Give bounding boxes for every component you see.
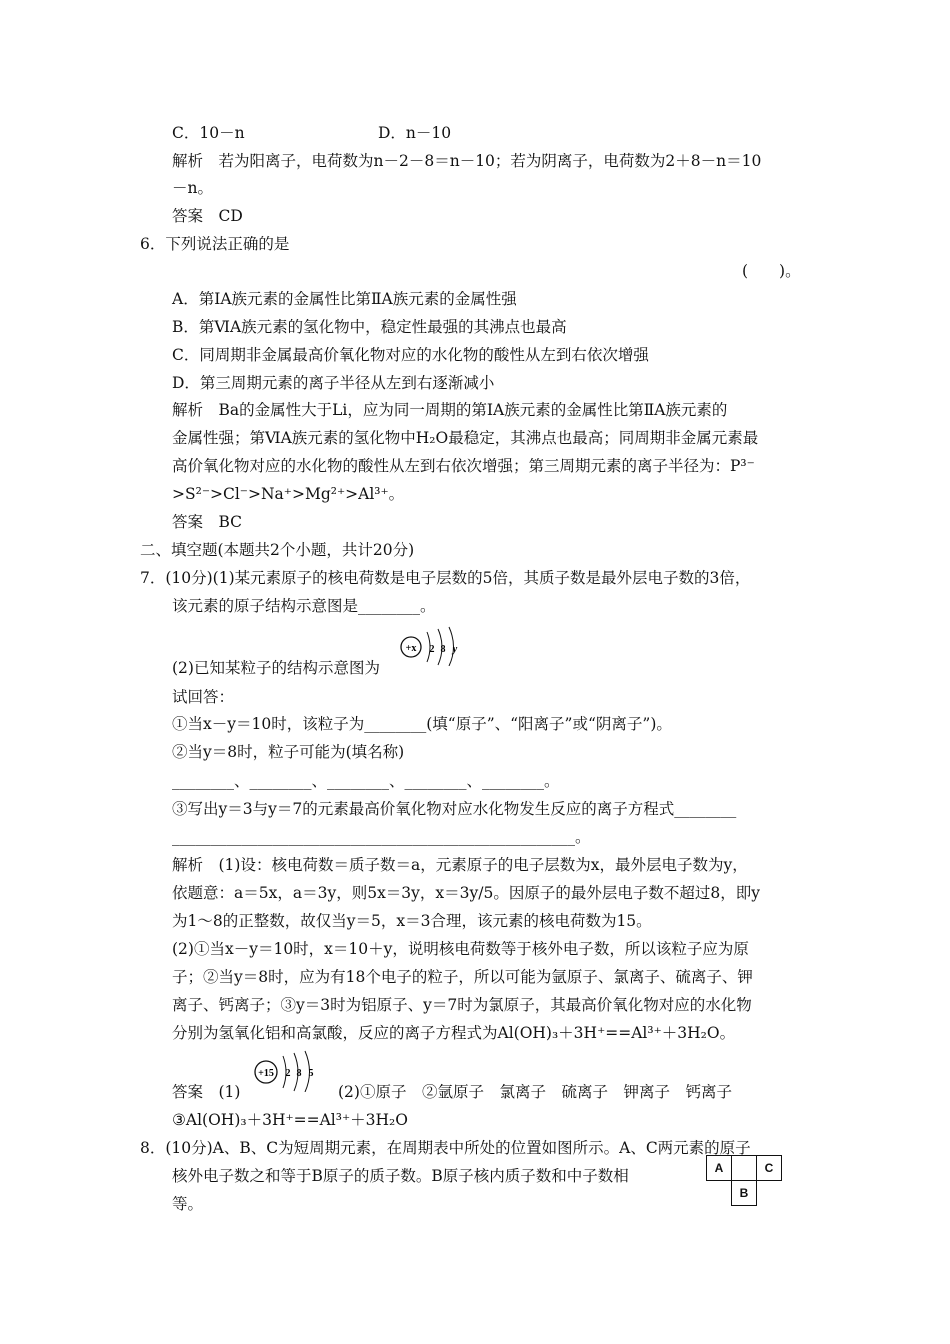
q6-option-d: D．第三周期元素的离子半径从左到右逐渐减小 — [172, 374, 495, 392]
table-cell-a: A — [706, 1155, 732, 1181]
q8-line: 8．(10分)A、B、C为短周期元素，在周期表中所处的位置如图所示。A、C两元素的原子 — [140, 1139, 751, 1157]
table-cell-empty — [731, 1155, 757, 1181]
q7-analysis-line: (2)①当x－y＝10时，x＝10＋y，说明核电荷数等于核外电子数，所以该粒子应为原 — [172, 940, 749, 958]
q6-answer: 答案 BC — [172, 513, 243, 531]
q7-answer-part3: ③Al(OH)₃＋3H⁺==Al³⁺＋3H₂O — [172, 1111, 408, 1129]
q7-line: 7．(10分)(1)某元素原子的核电荷数是电子层数的5倍，其质子数是最外层电子数的3倍， — [140, 569, 751, 587]
q7-analysis-line: 分别为氢氧化铝和高氯酸，反应的离子方程式为Al(OH)₃＋3H⁺==Al³⁺＋3H₂O。 — [172, 1024, 736, 1042]
atom-structure-diagram-15 — [254, 1050, 320, 1092]
q7-analysis-line: 离子、钙离子；③y＝3时为铝原子、y＝7时为氯原子，其最高价氧化物对应的水化物 — [172, 996, 752, 1014]
q5-option-c: C．10－n — [172, 124, 245, 142]
shell-label: 8 — [296, 1068, 302, 1079]
shell-label: 8 — [440, 644, 446, 655]
q7-analysis-line: 解析 (1)设：核电荷数＝质子数＝a，元素原子的电子层数为x，最外层电子数为y， — [172, 856, 748, 874]
q5-answer: 答案 CD — [172, 207, 243, 225]
q8-line: 核外电子数之和等于B原子的质子数。B原子核内质子数和中子数相 — [172, 1167, 629, 1185]
table-cell-b: B — [731, 1180, 757, 1206]
q5-analysis-line: －n。 — [172, 179, 213, 197]
shell-label: 2 — [285, 1068, 291, 1079]
atom-structure-diagram-x — [400, 626, 466, 666]
q7-line: 该元素的原子结构示意图是________。 — [172, 597, 436, 615]
shell-label: 2 — [429, 644, 435, 655]
table-cell-c: C — [756, 1155, 782, 1181]
q6-analysis-line: 高价氧化物对应的水化物的酸性从左到右依次增强；第三周期元素的离子半径为：P³⁻ — [172, 457, 755, 475]
shell-label: 5 — [308, 1068, 314, 1079]
q5-analysis-line: 解析 若为阳离子，电荷数为n－2－8＝n－10；若为阴离子，电荷数为2＋8－n＝10 — [172, 152, 762, 170]
nucleus-label: +x — [405, 643, 417, 654]
q7-analysis-line: 依题意：a＝5x，a＝3y，则5x＝3y，x＝3y/5。因原子的最外层电子数不超过8，即y — [172, 884, 760, 902]
q7-sub2-blanks: ________、________、________、________、________。 — [172, 772, 560, 790]
q7-sub3: ③写出y＝3与y＝7的元素最高价氧化物对应水化物发生反应的离子方程式________ — [172, 800, 737, 818]
q6-analysis-line: >S²⁻>Cl⁻>Na⁺>Mg²⁺>Al³⁺。 — [172, 485, 405, 503]
q6-option-c: C．同周期非金属最高价氧化物对应的水化物的酸性从左到右依次增强 — [172, 346, 649, 364]
q7-answer-label: 答案 (1) — [172, 1083, 241, 1101]
nucleus-label: +15 — [258, 1068, 274, 1079]
q6-stem: 6．下列说法正确的是 — [140, 235, 290, 253]
q6-answer-paren: ( )。 — [742, 262, 801, 280]
q7-part2: (2)已知某粒子的结构示意图为 — [172, 659, 380, 677]
q7-analysis-line: 为1～8的正整数，故仅当y＝5，x＝3合理，该元素的核电荷数为15。 — [172, 912, 652, 930]
q7-sub1: ①当x－y＝10时，该粒子为________(填“原子”、“阳离子”或“阴离子”)。 — [172, 715, 672, 733]
q6-option-b: B．第ⅥA族元素的氢化物中，稳定性最强的其沸点也最高 — [172, 318, 567, 336]
q6-option-a: A．第ⅠA族元素的金属性比第ⅡA族元素的金属性强 — [172, 290, 517, 308]
q6-analysis-line: 金属性强；第ⅥA族元素的氢化物中H₂O最稳定，其沸点也最高；同周期非金属元素最 — [172, 429, 759, 447]
section-heading: 二、填空题(本题共2个小题，共计20分) — [140, 541, 415, 559]
q7-ask: 试回答： — [172, 688, 235, 706]
shell-label: y — [452, 644, 458, 655]
q7-sub3-cont: ____________________________________________________。 — [172, 828, 591, 846]
q7-sub2: ②当y＝8时，粒子可能为(填名称) — [172, 743, 405, 761]
q8-line: 等。 — [172, 1195, 204, 1213]
q5-option-d: D．n－10 — [378, 124, 452, 142]
q7-analysis-line: 子；②当y＝8时，应为有18个电子的粒子，所以可能为氩原子、氯离子、硫离子、钾 — [172, 968, 753, 986]
q7-answer-part2: (2)①原子 ②氩原子 氯离子 硫离子 钾离子 钙离子 — [338, 1083, 732, 1101]
q6-analysis-line: 解析 Ba的金属性大于Li，应为同一周期的第ⅠA族元素的金属性比第ⅡA族元素的 — [172, 401, 728, 419]
